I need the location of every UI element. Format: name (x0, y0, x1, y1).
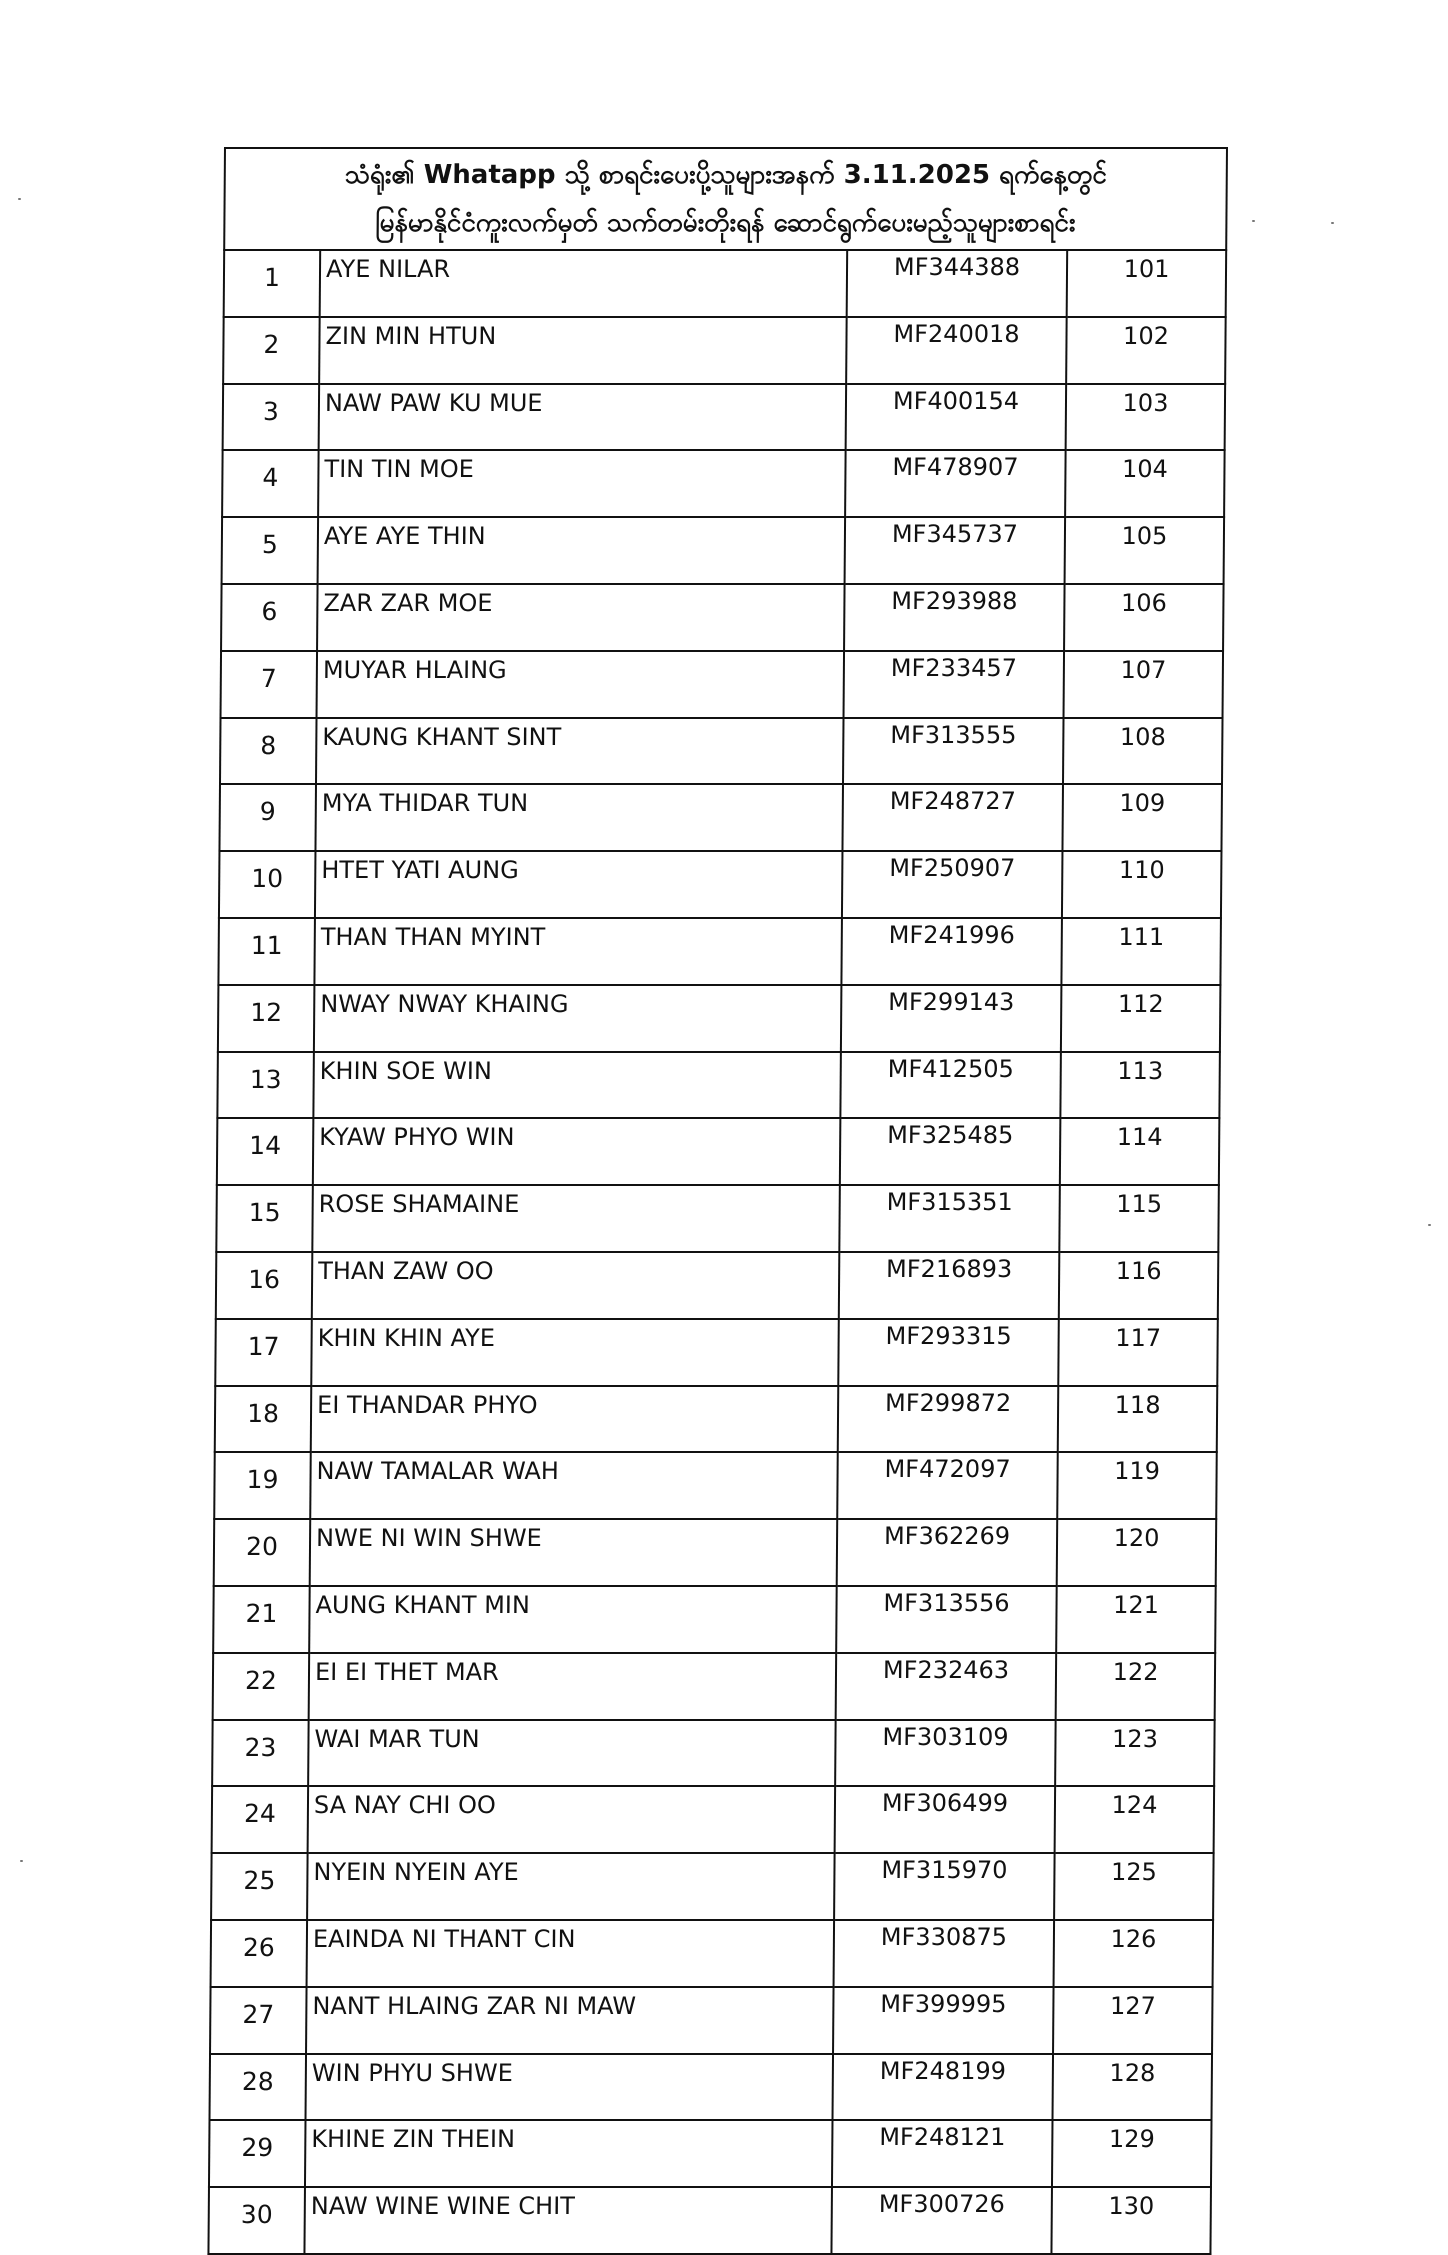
table-row (219, 851, 1222, 918)
table-row (215, 1319, 1218, 1386)
passport-number-cell: MF248727 (842, 784, 1063, 851)
passport-number-cell: MF299872 (838, 1386, 1059, 1453)
row-number-cell: 11 (218, 918, 315, 985)
serial-number-cell: 113 (1060, 1052, 1220, 1119)
serial-number-cell: 124 (1055, 1786, 1215, 1853)
name-cell: AUNG KHANT MIN (309, 1586, 837, 1653)
row-number-cell: 13 (217, 1052, 314, 1119)
table-row (222, 517, 1225, 584)
row-number-cell: 22 (213, 1653, 310, 1720)
table-row (224, 250, 1227, 317)
table-row (223, 317, 1226, 384)
passport-number-cell: MF330875 (834, 1920, 1055, 1987)
serial-number-cell: 102 (1066, 317, 1226, 384)
passport-number-cell: MF315970 (834, 1853, 1055, 1920)
row-number-cell: 17 (215, 1319, 312, 1386)
serial-number-cell: 130 (1051, 2187, 1211, 2254)
row-number-cell: 27 (210, 1987, 307, 2054)
passport-number-cell: MF362269 (837, 1519, 1058, 1586)
name-cell: KHIN SOE WIN (313, 1052, 841, 1119)
name-cell: WIN PHYU SHWE (306, 2054, 834, 2121)
passport-number-cell: MF345737 (845, 517, 1066, 584)
table-title-row (224, 148, 1227, 250)
row-number-cell: 30 (208, 2187, 305, 2254)
row-number-cell: 2 (223, 317, 320, 384)
passport-number-cell: MF248121 (832, 2120, 1053, 2187)
passport-number-cell: MF240018 (846, 317, 1067, 384)
serial-number-cell: 119 (1057, 1452, 1217, 1519)
table-row (216, 1185, 1219, 1252)
serial-number-cell: 127 (1053, 1987, 1213, 2054)
table-row (223, 384, 1226, 451)
row-number-cell: 1 (224, 250, 321, 317)
table-row (220, 718, 1223, 785)
name-cell: KYAW PHYO WIN (313, 1118, 841, 1185)
table-row (209, 2120, 1212, 2187)
row-number-cell: 10 (219, 851, 316, 918)
passport-number-cell: MF300726 (831, 2187, 1052, 2254)
table-row (222, 450, 1225, 517)
table-row (218, 985, 1221, 1052)
passport-number-cell: MF293988 (844, 584, 1065, 651)
name-cell: NWAY NWAY KHAING (314, 985, 842, 1052)
passport-number-cell: MF412505 (840, 1052, 1061, 1119)
serial-number-cell: 117 (1058, 1319, 1218, 1386)
row-number-cell: 4 (222, 450, 319, 517)
scan-speck (1331, 222, 1334, 224)
serial-number-cell: 110 (1062, 851, 1222, 918)
table-row (221, 651, 1224, 718)
name-cell: EI EI THET MAR (309, 1653, 837, 1720)
serial-number-cell: 101 (1067, 250, 1227, 317)
row-number-cell: 9 (219, 784, 316, 851)
scan-speck (1428, 1224, 1431, 1226)
serial-number-cell: 108 (1063, 718, 1223, 785)
passport-number-cell: MF233457 (844, 651, 1065, 718)
row-number-cell: 23 (212, 1720, 309, 1787)
table-row (218, 918, 1221, 985)
table-row (210, 1987, 1213, 2054)
scan-speck (1252, 220, 1255, 222)
row-number-cell: 15 (216, 1185, 313, 1252)
passport-renewal-roster-table (207, 147, 1228, 2255)
serial-number-cell: 118 (1058, 1386, 1218, 1453)
table-row (221, 584, 1224, 651)
name-cell: ZIN MIN HTUN (319, 317, 847, 384)
table-row (213, 1586, 1216, 1653)
table-row (210, 2054, 1213, 2121)
serial-number-cell: 105 (1065, 517, 1225, 584)
row-number-cell: 12 (218, 985, 315, 1052)
passport-number-cell: MF306499 (835, 1786, 1056, 1853)
passport-number-cell: MF241996 (841, 918, 1062, 985)
table-row (213, 1653, 1216, 1720)
passport-number-cell: MF232463 (836, 1653, 1057, 1720)
scan-speck (20, 1860, 23, 1862)
name-cell: NAW PAW KU MUE (319, 384, 847, 451)
row-number-cell: 24 (212, 1786, 309, 1853)
name-cell: TIN TIN MOE (318, 450, 846, 517)
row-number-cell: 6 (221, 584, 318, 651)
name-cell: KHIN KHIN AYE (311, 1319, 839, 1386)
row-number-cell: 8 (220, 718, 317, 785)
name-cell: SA NAY CHI OO (308, 1786, 836, 1853)
row-number-cell: 18 (215, 1386, 312, 1453)
document-title-line-1: သံရုံး၏ Whatapp သို့ စာရင်းပေးပို့သူများအနက် 3.11.2025 ရက်နေ့တွင် (344, 160, 1107, 190)
table-row (214, 1519, 1217, 1586)
serial-number-cell: 115 (1059, 1185, 1219, 1252)
passport-number-cell: MF303109 (835, 1720, 1056, 1787)
row-number-cell: 25 (211, 1853, 308, 1920)
table-row (212, 1720, 1215, 1787)
table-row (215, 1386, 1218, 1453)
row-number-cell: 19 (214, 1452, 311, 1519)
serial-number-cell: 107 (1064, 651, 1224, 718)
name-cell: NAW WINE WINE CHIT (304, 2187, 832, 2254)
serial-number-cell: 121 (1056, 1586, 1216, 1653)
serial-number-cell: 122 (1056, 1653, 1216, 1720)
name-cell: THAN ZAW OO (312, 1252, 840, 1319)
serial-number-cell: 106 (1064, 584, 1224, 651)
name-cell: WAI MAR TUN (308, 1720, 836, 1787)
table-row (216, 1252, 1219, 1319)
serial-number-cell: 103 (1066, 384, 1226, 451)
serial-number-cell: 111 (1061, 918, 1221, 985)
serial-number-cell: 116 (1059, 1252, 1219, 1319)
name-cell: ZAR ZAR MOE (317, 584, 845, 651)
name-cell: NWE NI WIN SHWE (310, 1519, 838, 1586)
passport-number-cell: MF344388 (847, 250, 1068, 317)
table-row (219, 784, 1222, 851)
passport-number-cell: MF248199 (833, 2054, 1054, 2121)
serial-number-cell: 104 (1065, 450, 1225, 517)
scan-speck (18, 198, 21, 200)
serial-number-cell: 114 (1060, 1118, 1220, 1185)
passport-number-cell: MF472097 (837, 1452, 1058, 1519)
passport-number-cell: MF315351 (839, 1185, 1060, 1252)
name-cell: NAW TAMALAR WAH (310, 1452, 838, 1519)
row-number-cell: 26 (211, 1920, 308, 1987)
serial-number-cell: 126 (1054, 1920, 1214, 1987)
document-title-line-2: မြန်မာနိုင်ငံကူးလက်မှတ် သက်တမ်းတိုးရန် ဆောင်ရွက်ပေးမည့်သူများစာရင်း (375, 208, 1076, 238)
passport-number-cell: MF313556 (836, 1586, 1057, 1653)
row-number-cell: 28 (210, 2054, 307, 2121)
name-cell: KAUNG KHANT SINT (316, 718, 844, 785)
name-cell: MYA THIDAR TUN (315, 784, 843, 851)
name-cell: THAN THAN MYINT (314, 918, 842, 985)
passport-number-cell: MF293315 (838, 1319, 1059, 1386)
name-cell: MUYAR HLAING (317, 651, 845, 718)
table-row (212, 1786, 1215, 1853)
roster-table-container (207, 147, 1226, 2255)
serial-number-cell: 123 (1055, 1720, 1215, 1787)
table-row (217, 1052, 1220, 1119)
passport-number-cell: MF325485 (840, 1118, 1061, 1185)
serial-number-cell: 129 (1052, 2120, 1212, 2187)
row-number-cell: 20 (214, 1519, 311, 1586)
name-cell: ROSE SHAMAINE (312, 1185, 840, 1252)
passport-number-cell: MF299143 (841, 985, 1062, 1052)
name-cell: NANT HLAING ZAR NI MAW (306, 1987, 834, 2054)
serial-number-cell: 109 (1062, 784, 1222, 851)
name-cell: KHINE ZIN THEIN (305, 2120, 833, 2187)
serial-number-cell: 125 (1054, 1853, 1214, 1920)
passport-number-cell: MF216893 (839, 1252, 1060, 1319)
table-title-cell (224, 148, 1227, 250)
row-number-cell: 3 (223, 384, 320, 451)
name-cell: AYE NILAR (320, 250, 848, 317)
row-number-cell: 5 (222, 517, 319, 584)
row-number-cell: 16 (216, 1252, 313, 1319)
table-row (208, 2187, 1211, 2254)
passport-number-cell: MF478907 (845, 450, 1066, 517)
name-cell: EI THANDAR PHYO (311, 1386, 839, 1453)
serial-number-cell: 128 (1053, 2054, 1213, 2121)
serial-number-cell: 120 (1057, 1519, 1217, 1586)
name-cell: NYEIN NYEIN AYE (307, 1853, 835, 1920)
table-row (217, 1118, 1220, 1185)
table-row (214, 1452, 1217, 1519)
row-number-cell: 29 (209, 2120, 306, 2187)
table-row (211, 1920, 1214, 1987)
table-row (211, 1853, 1214, 1920)
name-cell: AYE AYE THIN (318, 517, 846, 584)
row-number-cell: 14 (217, 1118, 314, 1185)
passport-number-cell: MF250907 (842, 851, 1063, 918)
row-number-cell: 21 (213, 1586, 310, 1653)
name-cell: HTET YATI AUNG (315, 851, 843, 918)
passport-number-cell: MF313555 (843, 718, 1064, 785)
passport-number-cell: MF399995 (833, 1987, 1054, 2054)
passport-number-cell: MF400154 (846, 384, 1067, 451)
serial-number-cell: 112 (1061, 985, 1221, 1052)
name-cell: EAINDA NI THANT CIN (307, 1920, 835, 1987)
row-number-cell: 7 (221, 651, 318, 718)
